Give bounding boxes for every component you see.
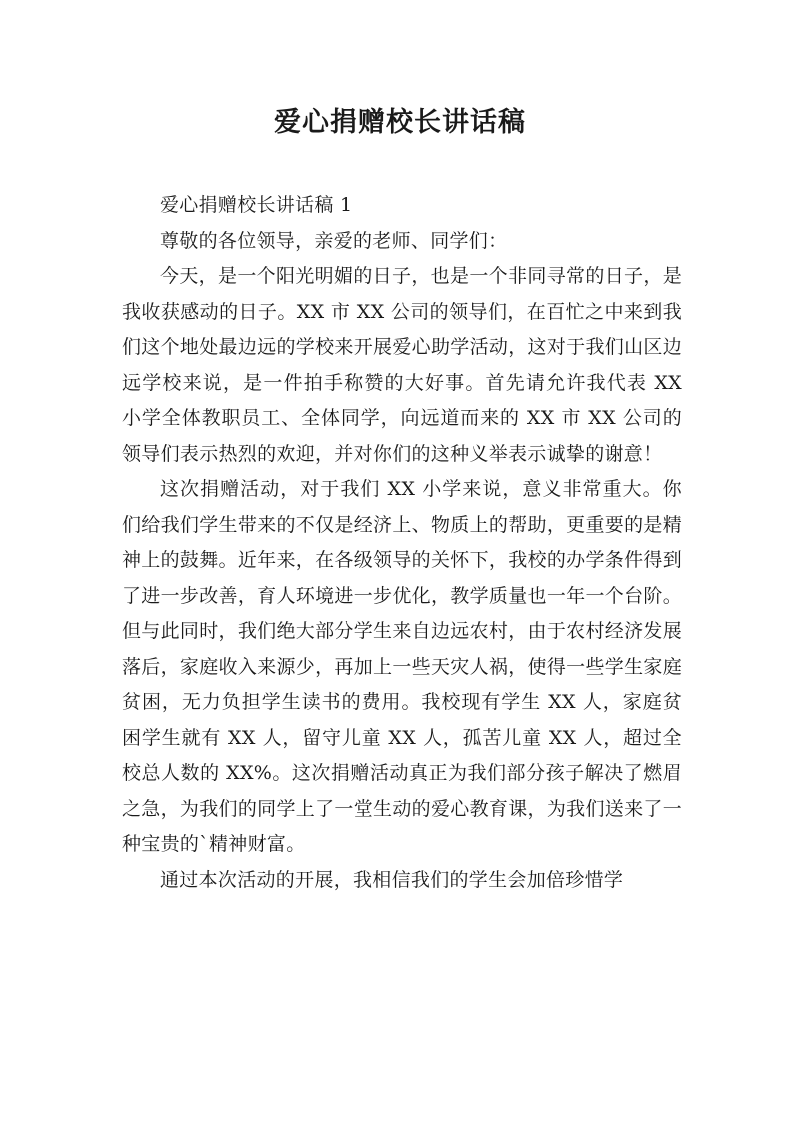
- paragraph: 今天，是一个阳光明媚的日子，也是一个非同寻常的日子，是我收获感动的日子。XX 市 XX 公司的领导们，在百忙之中来到我们这个地处最边远的学校来开展爱心助学活动，这对于我们山区边远学校来说，是一件拍手称赞的大好事。首先请允许我代表 XX 小学全体教职员工、全体同学，向远道而来的 XX 市 XX 公司的领导们表示热烈的欢迎，并对你们的这种义举表示诚挚的谢意！: [122, 265, 682, 465]
- section-heading: 爱心捐赠校长讲话稿 1: [160, 194, 353, 216]
- document-body: [122, 188, 682, 898]
- salutation: 尊敬的各位领导，亲爱的老师、同学们：: [160, 229, 508, 252]
- paragraph: 通过本次活动的开展，我相信我们的学生会加倍珍惜学: [160, 868, 624, 891]
- paragraph: 这次捐赠活动，对于我们 XX 小学来说，意义非常重大。你们给我们学生带来的不仅是经济上、物质上的帮助，更重要的是精神上的鼓舞。近年来，在各级领导的关怀下，我校的办学条件得到了进一步改善，育人环境进一步优化，教学质量也一年一个台阶。但与此同时，我们绝大部分学生来自边远农村，由于农村经济发展落后，家庭收入来源少，再加上一些天灾人祸，使得一些学生家庭贫困，无力负担学生读书的费用。我校现有学生 XX 人，家庭贫困学生就有 XX 人，留守儿童 XX 人，孤苦儿童 XX 人，超过全校总人数的 XX%。这次捐赠活动真正为我们部分孩子解决了燃眉之急，为我们的同学上了一堂生动的爱心教育课，为我们送来了一种宝贵的`精神财富。: [122, 478, 682, 855]
- document-title: 爱心捐赠校长讲话稿: [274, 107, 526, 138]
